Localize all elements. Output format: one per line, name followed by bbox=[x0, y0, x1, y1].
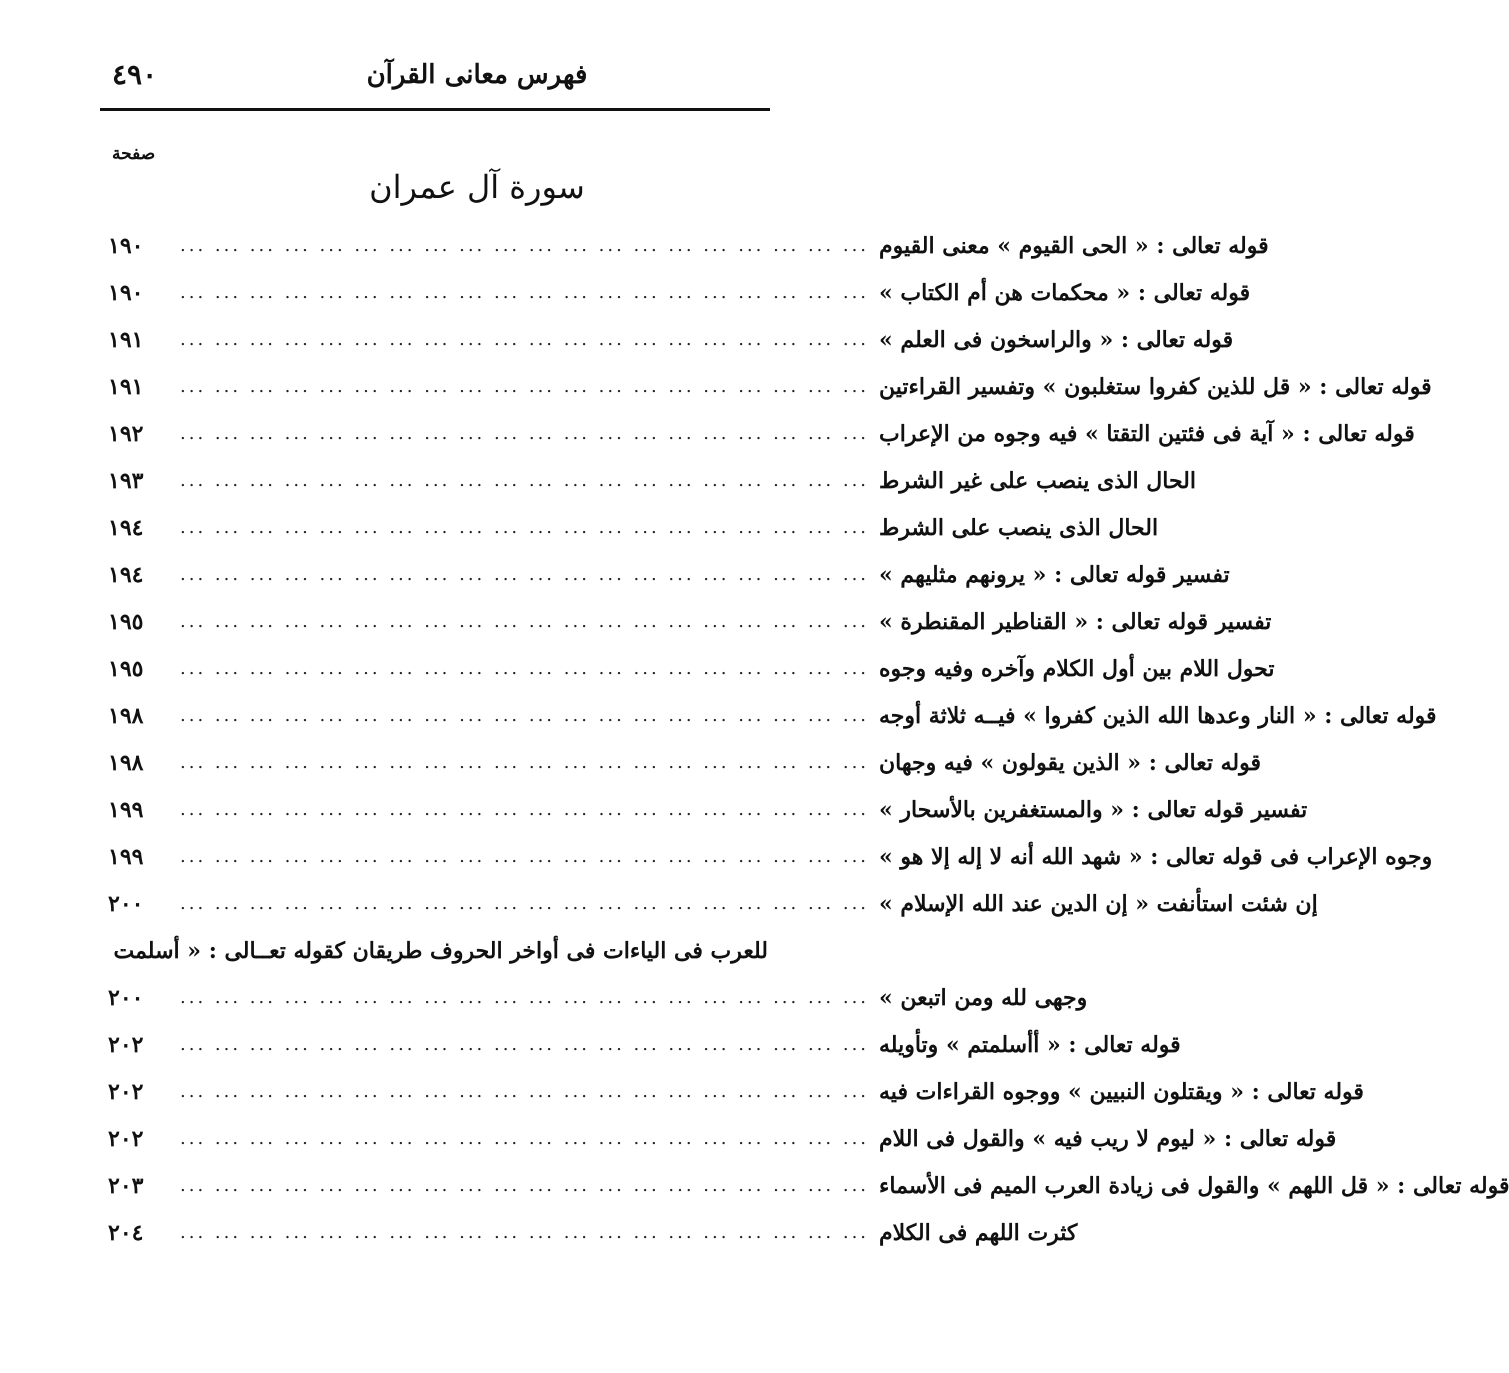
entry-text: الحال الذى ينصب على غير الشرط bbox=[879, 467, 1196, 494]
dot-leader: ... ... ... ... ... ... ... ... ... ... ... ... ... ... ... ... ... ... ... ... bbox=[180, 1081, 870, 1102]
entry-page-number: ١٩٩ bbox=[108, 843, 144, 870]
index-entry bbox=[108, 269, 1251, 316]
index-entries bbox=[108, 222, 1509, 1256]
header-rule bbox=[100, 108, 770, 111]
index-entry bbox=[108, 1115, 1337, 1162]
entry-text: قوله تعالى : « ليوم لا ريب فيه » والقول فى اللام bbox=[879, 1125, 1337, 1152]
dot-leader: ... ... ... ... ... ... ... ... ... ... ... ... ... ... ... ... ... ... ... ... bbox=[180, 376, 870, 397]
entry-text: وجوه الإعراب فى قوله تعالى : « شهد الله أنه لا إله إلا هو » bbox=[879, 843, 1433, 870]
index-entry bbox=[108, 1162, 1509, 1209]
entry-page-number: ٢٠٢ bbox=[108, 1031, 144, 1058]
index-entry bbox=[108, 1209, 1078, 1256]
entry-page-number: ٢٠٠ bbox=[108, 890, 144, 917]
index-entry bbox=[108, 833, 1433, 880]
index-entry bbox=[108, 363, 1432, 410]
dot-leader: ... ... ... ... ... ... ... ... ... ... ... ... ... ... ... ... ... ... ... ... bbox=[180, 658, 870, 679]
entry-text: قوله تعالى : « ويقتلون النبيين » ووجوه القراءات فيه bbox=[879, 1078, 1364, 1105]
page-column-label: صفحة bbox=[112, 144, 156, 164]
dot-leader: ... ... ... ... ... ... ... ... ... ... ... ... ... ... ... ... ... ... ... ... bbox=[180, 987, 870, 1008]
index-entry bbox=[108, 692, 1437, 739]
entry-page-number: ١٩٤ bbox=[108, 514, 144, 541]
index-entry bbox=[108, 1021, 1181, 1068]
dot-leader: ... ... ... ... ... ... ... ... ... ... ... ... ... ... ... ... ... ... ... ... bbox=[180, 1128, 870, 1149]
dot-leader: ... ... ... ... ... ... ... ... ... ... ... ... ... ... ... ... ... ... ... ... bbox=[180, 517, 870, 538]
dot-leader: ... ... ... ... ... ... ... ... ... ... ... ... ... ... ... ... ... ... ... ... bbox=[180, 1222, 870, 1243]
entry-page-number: ١٩١ bbox=[108, 373, 144, 400]
entry-text: قوله تعالى : « آية فى فئتين التقتا » فيه وجوه من الإعراب bbox=[879, 420, 1415, 447]
entry-page-number: ١٩٤ bbox=[108, 561, 144, 588]
entry-page-number: ٢٠٢ bbox=[108, 1078, 144, 1105]
index-entry bbox=[108, 410, 1415, 457]
running-title: فهرس معانى القرآن bbox=[366, 60, 588, 90]
entry-text: تحول اللام بين أول الكلام وآخره وفيه وجوه bbox=[879, 655, 1275, 682]
dot-leader: ... ... ... ... ... ... ... ... ... ... ... ... ... ... ... ... ... ... ... ... bbox=[180, 564, 870, 585]
entry-page-number: ١٩٠ bbox=[108, 279, 144, 306]
entry-text: تفسير قوله تعالى : « القناطير المقنطرة » bbox=[879, 608, 1272, 635]
entry-text: كثرت اللهم فى الكلام bbox=[879, 1219, 1078, 1246]
entry-page-number: ٢٠٢ bbox=[108, 1125, 144, 1152]
index-entry bbox=[108, 504, 1159, 551]
index-entry bbox=[108, 786, 1308, 833]
index-entry bbox=[108, 739, 1262, 786]
entry-page-number: ١٩٢ bbox=[108, 420, 144, 447]
index-entry bbox=[108, 316, 1234, 363]
entry-text: إن شئت استأنفت « إن الدين عند الله الإسلام » bbox=[879, 890, 1318, 917]
surah-title: سورة آل عمران bbox=[369, 168, 585, 206]
dot-leader: ... ... ... ... ... ... ... ... ... ... ... ... ... ... ... ... ... ... ... ... bbox=[180, 329, 870, 350]
entry-text: تفسير قوله تعالى : « والمستغفرين بالأسحار » bbox=[879, 796, 1308, 823]
dot-leader: ... ... ... ... ... ... ... ... ... ... ... ... ... ... ... ... ... ... ... ... bbox=[180, 705, 870, 726]
dot-leader: ... ... ... ... ... ... ... ... ... ... ... ... ... ... ... ... ... ... ... ... bbox=[180, 470, 870, 491]
entry-text: قوله تعالى : « النار وعدها الله الذين كفروا » فيــه ثلاثة أوجه bbox=[879, 702, 1437, 729]
entry-text: الحال الذى ينصب على الشرط bbox=[879, 514, 1159, 541]
index-entry bbox=[108, 222, 1269, 269]
index-entry bbox=[108, 551, 1230, 598]
dot-leader: ... ... ... ... ... ... ... ... ... ... ... ... ... ... ... ... ... ... ... ... bbox=[180, 611, 870, 632]
index-entry bbox=[108, 974, 1088, 1021]
entry-page-number: ٢٠٠ bbox=[108, 984, 144, 1011]
entry-page-number: ١٩٩ bbox=[108, 796, 144, 823]
dot-leader: ... ... ... ... ... ... ... ... ... ... ... ... ... ... ... ... ... ... ... ... bbox=[180, 799, 870, 820]
dot-leader: ... ... ... ... ... ... ... ... ... ... ... ... ... ... ... ... ... ... ... ... bbox=[180, 423, 870, 444]
dot-leader: ... ... ... ... ... ... ... ... ... ... ... ... ... ... ... ... ... ... ... ... bbox=[180, 1175, 870, 1196]
entry-text: قوله تعالى : « والراسخون فى العلم » bbox=[879, 326, 1234, 353]
dot-leader: ... ... ... ... ... ... ... ... ... ... ... ... ... ... ... ... ... ... ... ... bbox=[180, 1034, 870, 1055]
entry-page-number: ١٩٣ bbox=[108, 467, 144, 494]
entry-page-number: ٢٠٣ bbox=[108, 1172, 144, 1199]
index-entry bbox=[108, 880, 1318, 927]
entry-page-number: ٢٠٤ bbox=[108, 1219, 144, 1246]
index-entry bbox=[108, 1068, 1364, 1115]
dot-leader: ... ... ... ... ... ... ... ... ... ... ... ... ... ... ... ... ... ... ... ... bbox=[180, 282, 870, 303]
entry-page-number: ١٩٥ bbox=[108, 655, 144, 682]
dot-leader: ... ... ... ... ... ... ... ... ... ... ... ... ... ... ... ... ... ... ... ... bbox=[180, 235, 870, 256]
dot-leader: ... ... ... ... ... ... ... ... ... ... ... ... ... ... ... ... ... ... ... ... bbox=[180, 893, 870, 914]
entry-text: وجهى لله ومن اتبعن » bbox=[879, 984, 1088, 1011]
entry-page-number: ١٩٨ bbox=[108, 749, 144, 776]
entry-page-number: ١٩٠ bbox=[108, 232, 144, 259]
entry-text: للعرب فى الياءات فى أواخر الحروف طريقان كقوله تعــالى : « أسلمت bbox=[113, 937, 768, 964]
index-entry bbox=[108, 645, 1275, 692]
page-number: ٤٩٠ bbox=[112, 58, 158, 91]
entry-text: قوله تعالى : « قل اللهم » والقول فى زيادة العرب الميم فى الأسماء bbox=[879, 1172, 1509, 1199]
entry-text: قوله تعالى : « قل للذين كفروا ستغلبون » وتفسير القراءتين bbox=[879, 373, 1432, 400]
entry-text: قوله تعالى : « محكمات هن أم الكتاب » bbox=[879, 279, 1251, 306]
entry-text: قوله تعالى : « أأسلمتم » وتأويله bbox=[879, 1031, 1181, 1058]
entry-text: تفسير قوله تعالى : « يرونهم مثليهم » bbox=[879, 561, 1230, 588]
entry-page-number: ١٩٥ bbox=[108, 608, 144, 635]
index-entry bbox=[108, 457, 1196, 504]
entry-text: قوله تعالى : « الذين يقولون » فيه وجهان bbox=[879, 749, 1262, 776]
index-entry-continued bbox=[108, 927, 768, 974]
entry-page-number: ١٩٨ bbox=[108, 702, 144, 729]
entry-page-number: ١٩١ bbox=[108, 326, 144, 353]
dot-leader: ... ... ... ... ... ... ... ... ... ... ... ... ... ... ... ... ... ... ... ... bbox=[180, 846, 870, 867]
index-entry bbox=[108, 598, 1272, 645]
entry-text: قوله تعالى : « الحى القيوم » معنى القيوم bbox=[879, 232, 1269, 259]
dot-leader: ... ... ... ... ... ... ... ... ... ... ... ... ... ... ... ... ... ... ... ... bbox=[180, 752, 870, 773]
